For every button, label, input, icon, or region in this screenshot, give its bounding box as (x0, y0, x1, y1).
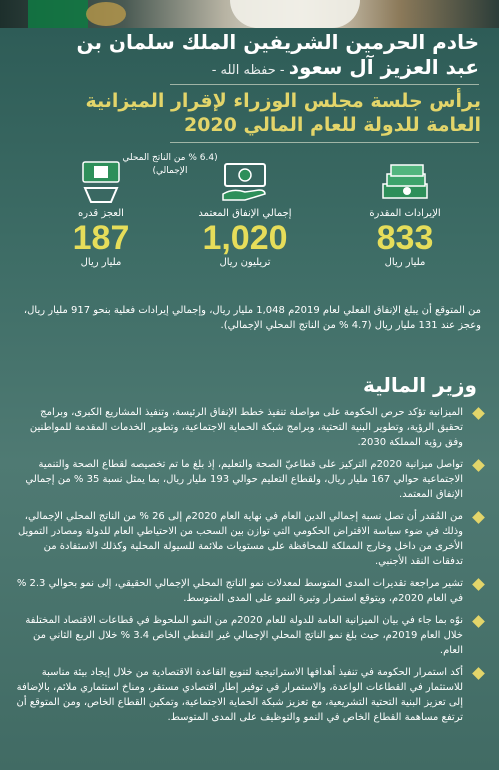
stat-unit: تريليون ريال (219, 257, 271, 268)
divider (170, 142, 479, 143)
list-item: من المُقدر أن تصل نسبة إجمالي الدين العام في نهاية العام 2020م إلى 26 % من الناتج المحلي الإجمالي، وذلك في ضوء سياسة الاقتراض الحكومي التي توازن بين السحب من الاحتياطي العام للدولة ومصادر التمويل الأخرى من داخل وخارج المملكة للمحافظة على مستويات ملائمة للسيولة المحلية وكذلك الاستفادة من تدفقات النقد الأجنبي. (12, 509, 485, 569)
stat-unit: مليار ريال (80, 257, 122, 268)
stat-value: 1,020 (202, 219, 288, 257)
money-deficit-icon (75, 160, 127, 204)
bullet-list (12, 405, 485, 732)
headline-line1: يرأس جلسة مجلس الوزراء لإقرار الميزانية (85, 90, 481, 112)
money-stack-icon (379, 160, 431, 204)
list-item: أكد استمرار الحكومة في تنفيذ أهدافها الاستراتيجية لتنويع القاعدة الاقتصادية من خلال إيجاد بيئة مناسبة للاستثمار في القطاعات الواعدة، والاستمرار في توفير إطار اقتصادي مستقر، ومناخ استثماري ملائم، بالإضافة إلى تعزيز البنية التحتية التشريعية، مع تعزيز شبكة الحماية الاجتماعية، وتمكين القطاع الخاص، ومن المتوقع أن ترتفع مساهمة القطاع الخاص في النمو والتوظيف على المدى المتوسط. (12, 665, 485, 725)
king-title-line1: خادم الحرمين الشريفين الملك سلمان بن (76, 30, 479, 54)
money-hand-icon (219, 160, 271, 204)
bullet-icon (472, 459, 485, 472)
bullet-icon (472, 407, 485, 420)
divider (170, 84, 479, 85)
list-item: تشير مراجعة تقديرات المدى المتوسط لمعدلات نمو الناتج المحلي الإجمالي الحقيقي، إلى نمو بحوالي 2.3 % في العام 2020م، ويتوقع استمرار وتيرة النمو على المدى المتوسط. (12, 576, 485, 606)
section-title: وزير المالية (363, 373, 477, 397)
stat-label: إجمالي الإنفاق المعتمد (198, 208, 292, 219)
list-item: تواصل ميزانية 2020م التركيز على قطاعيّ الصحة والتعليم، إذ بلغ ما تم تخصيصه لقطاع الصحة والتنمية الاجتماعية حوالي 167 مليار ريال، ولقطاع التعليم حوالي 193 مليار ريال، بما يمثل نسبة 35 % من إجمالي الإنفاق المعتمد. (12, 457, 485, 502)
header-photo (0, 0, 499, 28)
stat-value: 833 (376, 219, 434, 257)
list-item: الميزانية تؤكد حرص الحكومة على مواصلة تنفيذ خطط الإنفاق الرئيسة، وتنفيذ المشاريع الكبرى، وبرامج تحقيق الرؤية، وتطوير البنية التحتية، وبرامج شبكة الحماية الاجتماعية، وتطوير الخدمات المقدمة للمواطنين وفق رؤية المملكة 2030. (12, 405, 485, 450)
deficit-percent-note: (6.4 % من الناتج المحلي الإجمالي) (122, 153, 218, 176)
stat-spending (180, 160, 310, 268)
king-title-line2: عبد العزيز آل سعود - حفظه الله - (211, 55, 479, 79)
bullet-icon (472, 615, 485, 628)
stat-unit: مليار ريال (384, 257, 426, 268)
bullet-icon (472, 578, 485, 591)
bullet-icon (472, 667, 485, 680)
headline-line2: العامة للدولة للعام المالي 2020 (183, 114, 481, 136)
stat-label: العجز قدره (78, 208, 124, 219)
stat-value: 187 (72, 219, 130, 257)
king-suffix: - حفظه الله - (211, 63, 289, 78)
bullet-icon (472, 511, 485, 524)
summary-paragraph: من المتوقع أن يبلغ الإنفاق الفعلي لعام 2019م 1,048 مليار ريال، وإجمالي إيرادات فعلية بنحو 917 مليار ريال، وعجز عند 131 مليار ريال (4.7 % من الناتج المحلي الإجمالي). (23, 305, 481, 331)
stat-deficit (36, 160, 166, 268)
stat-label: الإيرادات المقدرة (369, 208, 441, 219)
list-item: نوّه بما جاء في بيان الميزانية العامة للدولة للعام 2020م من النمو الملحوظ في قطاعات الاقتصاد المختلفة خلال العام 2019م، حيث بلغ نمو الناتج المحلي الإجمالي غير النفطي الخاص 3.4 % خلال الربع الثاني من العام. (12, 613, 485, 658)
stat-revenue (340, 160, 470, 268)
